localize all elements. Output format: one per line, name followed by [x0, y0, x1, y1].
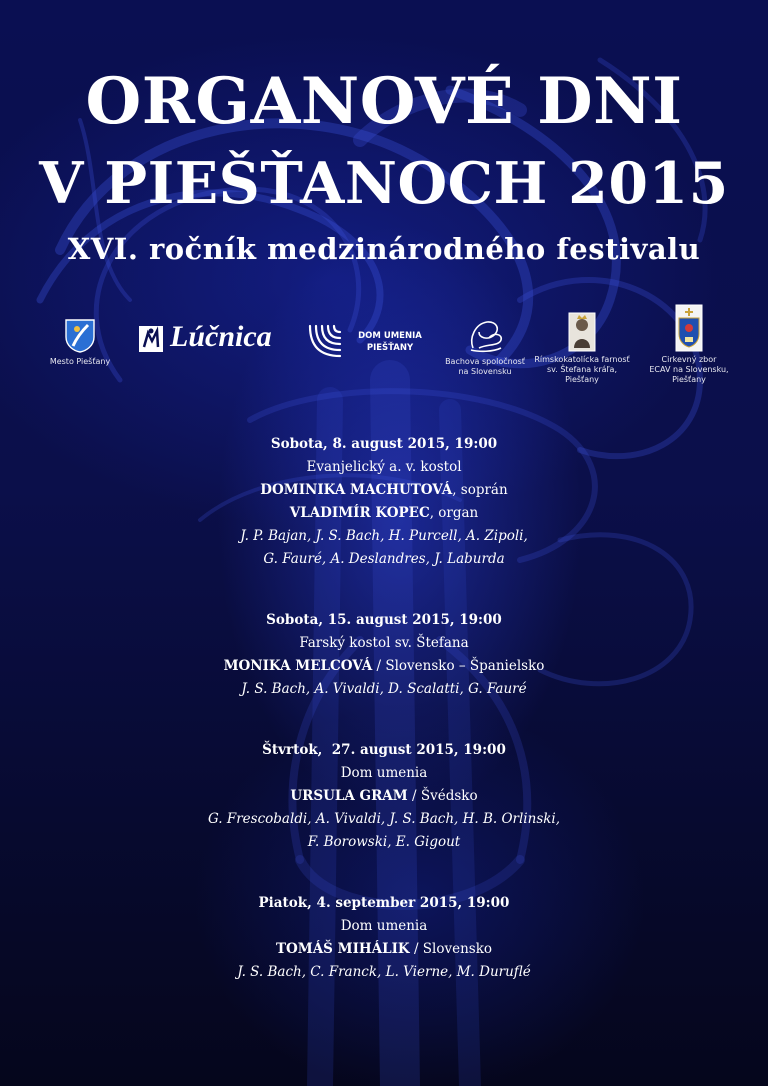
concert-block	[0, 433, 768, 571]
saint-stephen-portrait-icon	[568, 312, 596, 352]
concert-performer	[0, 502, 768, 525]
lucnica-wordmark: Lúčnica	[170, 320, 272, 353]
logo-farnost-caption-line-2: sv. Štefana kráľa,	[546, 365, 617, 374]
logo-mesto-piestany	[44, 319, 116, 367]
performer-origin: / Slovensko – Španielsko	[372, 658, 545, 674]
concert-block	[0, 892, 768, 984]
performer-role: , soprán	[452, 482, 508, 498]
festival-subtitle: XVI. ročník medzinárodného festivalu	[67, 232, 701, 266]
logo-ecav-caption-line-2: ECAV na Slovensku,	[649, 365, 729, 374]
concert-venue: Evanjelický a. v. kostol	[306, 459, 462, 475]
logo-ecav-caption	[648, 355, 730, 385]
performer-name: VLADIMÍR KOPEC	[289, 505, 430, 521]
concert-performer	[0, 479, 768, 502]
concert-composers: J. P. Bajan, J. S. Bach, H. Purcell, A. Zipoli,	[240, 528, 528, 544]
concert-date: Sobota, 15. august 2015, 19:00	[266, 612, 502, 628]
dom-umenia-line-2: PIEŠŤANY	[366, 343, 414, 353]
concert-program	[0, 433, 768, 984]
concert-performer	[0, 655, 768, 678]
performer-name: DOMINIKA MACHUTOVÁ	[260, 482, 453, 498]
concert-composers: F. Borowski, E. Gigout	[307, 834, 461, 850]
concert-date: Štvrtok, 27. august 2015, 19:00	[262, 742, 506, 758]
logo-farnost-caption-line-3: Piešťany	[565, 375, 599, 384]
concert-block	[0, 609, 768, 701]
concert-block	[0, 739, 768, 854]
concert-composers: G. Fauré, A. Deslandres, J. Laburda	[263, 551, 505, 567]
logo-bachova-spolocnost	[440, 318, 530, 377]
festival-title-line-1: ORGANOVÉ DNI	[85, 64, 683, 139]
logo-mesto-caption: Mesto Piešťany	[49, 357, 111, 366]
ecav-coat-of-arms-icon	[675, 304, 703, 352]
concert-venue: Dom umenia	[340, 765, 428, 781]
concert-performer	[0, 938, 768, 961]
concert-date: Sobota, 8. august 2015, 19:00	[270, 436, 498, 452]
concert-composers: J. S. Bach, C. Franck, L. Vierne, M. Duruflé	[237, 964, 531, 980]
logo-rimskokatolicka-farnost	[530, 312, 634, 385]
logo-ecav	[648, 304, 730, 385]
logo-farnost-caption	[530, 355, 634, 385]
bach-monogram-icon	[463, 318, 507, 354]
concert-date: Piatok, 4. september 2015, 19:00	[258, 895, 510, 911]
performer-name: MONIKA MELCOVÁ	[223, 658, 373, 674]
logo-dom-umenia	[306, 324, 436, 360]
festival-title-line-2: V PIEŠŤANOCH 2015	[39, 150, 729, 217]
lucnica-emblem-icon	[138, 325, 164, 353]
performer-origin: / Slovensko	[409, 941, 493, 957]
dom-umenia-waves-icon	[306, 324, 346, 360]
city-coat-of-arms-icon	[65, 319, 95, 353]
dom-umenia-wordmark	[358, 330, 422, 354]
concert-venue: Dom umenia	[340, 918, 428, 934]
performer-role: , organ	[429, 505, 479, 521]
logo-ecav-caption-line-1: Cirkevný zbor	[661, 355, 717, 364]
performer-origin: / Švédsko	[407, 788, 478, 804]
concert-composers: J. S. Bach, A. Vivaldi, D. Scalatti, G. Fauré	[241, 681, 527, 697]
logo-bach-caption-line-1: Bachova spoločnosť	[445, 357, 525, 366]
concert-venue: Farský kostol sv. Štefana	[299, 635, 469, 651]
logo-farnost-caption-line-1: Rímskokatolícka farnosť	[534, 355, 630, 364]
concert-composers: G. Frescobaldi, A. Vivaldi, J. S. Bach, H. B. Orlinski,	[207, 811, 561, 827]
performer-name: URSULA GRAM	[290, 788, 408, 804]
logo-bach-caption-line-2: na Slovensku	[458, 367, 512, 376]
performer-name: TOMÁŠ MIHÁLIK	[275, 941, 410, 957]
logo-bach-caption	[440, 357, 530, 377]
concert-performer	[0, 785, 768, 808]
logo-lucnica	[138, 322, 290, 356]
dom-umenia-line-1: DOM UMENIA	[358, 331, 422, 341]
logo-ecav-caption-line-3: Piešťany	[672, 375, 706, 384]
